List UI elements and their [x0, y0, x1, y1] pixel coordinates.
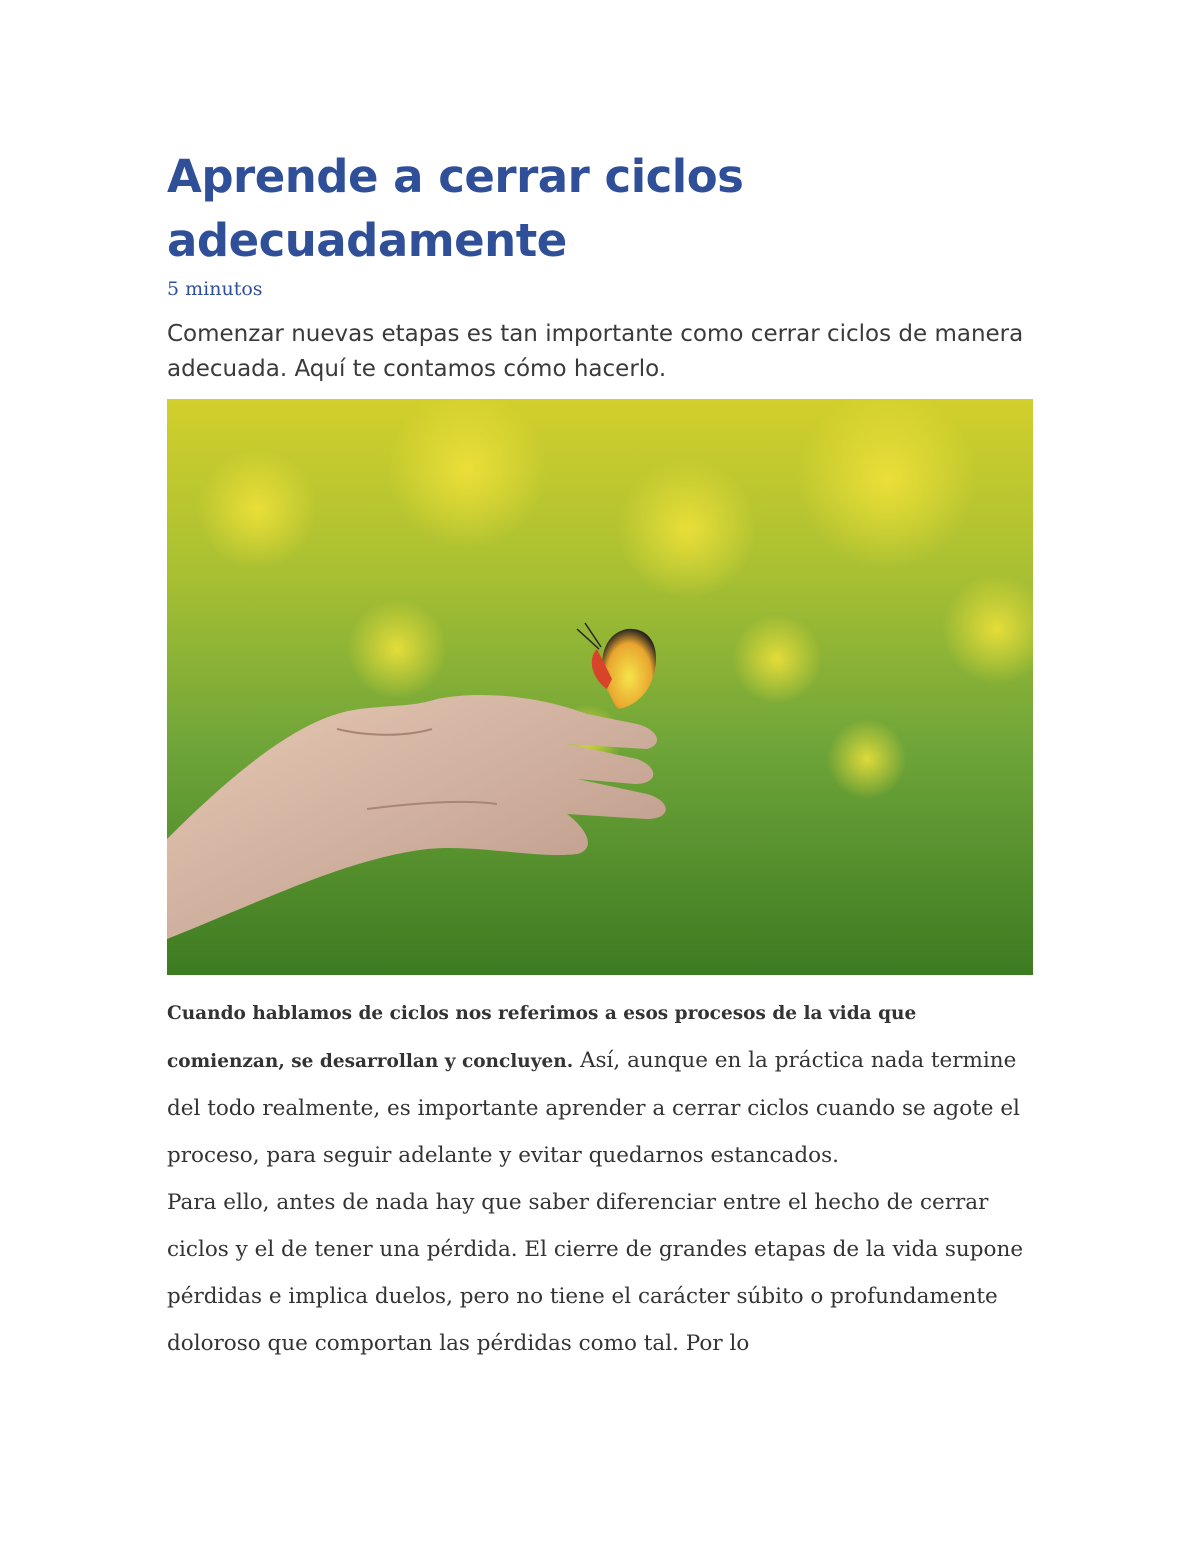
article	[167, 145, 1033, 1367]
hero-photo	[167, 399, 1033, 975]
article-title: Aprende a cerrar ciclos adecuadamente	[167, 150, 744, 267]
butterfly-on-hand-image	[167, 399, 1033, 975]
reading-time: 5 minutos	[167, 278, 263, 300]
paragraph-2: Para ello, antes de nada hay que saber diferenciar entre el hecho de cerrar ciclos y el de tener una pérdida. El cierre de grandes etapas de la vida supone pérdidas e implica duelos, pero no tiene el carácter súbito o profundamente doloroso que comportan las pérdidas como tal. Por lo	[167, 1190, 1024, 1356]
paragraph-1	[167, 989, 1033, 1179]
paragraph-1-text: Así, aunque en la práctica nada termine del todo realmente, es importante aprender a cerrar ciclos cuando se agote el proceso, para seguir adelante y evitar quedarnos estancados.	[167, 1048, 1020, 1168]
article-lead: Comenzar nuevas etapas es tan importante como cerrar ciclos de manera adecuada. Aquí te contamos cómo hacerlo.	[167, 321, 1024, 382]
paragraph-1-bold: Cuando hablamos de ciclos nos referimos a esos procesos de la vida que comienzan, se desarrollan y concluyen.	[167, 1003, 917, 1072]
